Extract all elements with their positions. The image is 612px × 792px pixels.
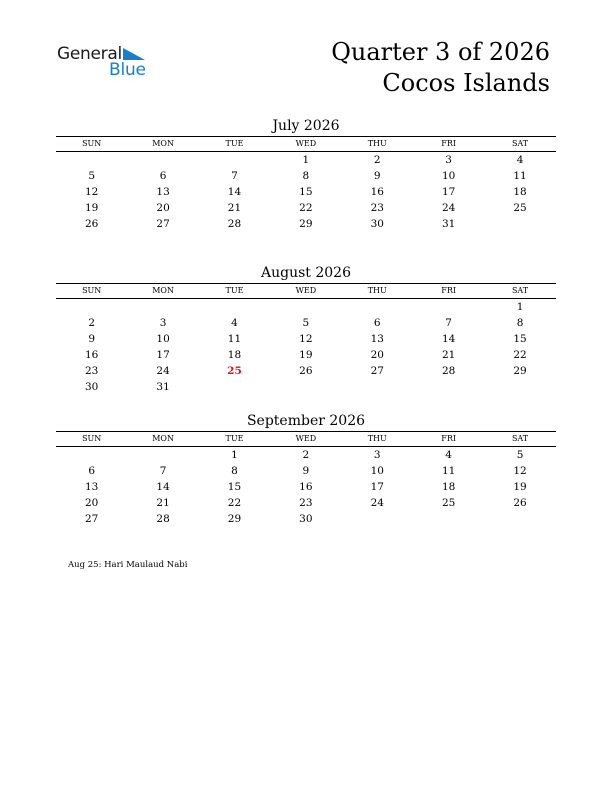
day-cell: 21 [441,349,456,361]
week-row [56,347,556,363]
day-cell: 24 [156,365,170,377]
weekday-label: SUN [82,139,102,148]
week-row [56,331,556,347]
day-cell: 1 [516,301,524,313]
empty-day-cell [413,379,484,395]
holiday-note: Aug 25: Hari Maulaud Nabi [68,560,188,570]
day-cell: 26 [85,218,99,230]
month-july [56,116,556,232]
empty-day-cell [484,216,555,232]
week-row [56,152,556,168]
day-cell: 4 [445,449,452,461]
day-cell: 28 [156,513,170,525]
day-cell: 17 [156,349,170,361]
day-cell: 1 [302,154,310,166]
day-cell: 6 [373,317,381,329]
logo-text-blue: Blue [109,60,146,80]
week-row [56,479,556,495]
day-cell: 3 [373,449,381,461]
weekday-label: TUE [225,139,244,148]
week-row [56,200,556,216]
day-cell: 14 [156,481,170,493]
empty-day-cell [413,511,484,527]
day-cell: 1 [231,449,238,461]
weekday-label: SAT [511,286,529,295]
day-cell: 16 [370,186,384,198]
day-cell: 30 [299,513,313,525]
week-row [56,363,556,379]
weekday-label: MON [152,286,174,295]
day-cell: 12 [513,465,527,477]
weekday-label: WED [295,139,317,148]
day-cell: 4 [231,317,238,329]
weekday-label: SUN [82,286,102,295]
month-september [56,411,556,527]
day-cell: 20 [370,349,384,361]
weekday-label: TUE [225,286,244,295]
weekday-header [56,283,556,299]
day-cell: 2 [302,449,310,461]
empty-day-cell [484,511,555,527]
empty-day-cell [484,379,555,395]
week-row [56,315,556,331]
day-cell: 15 [299,186,313,198]
month-title: September 2026 [246,413,366,429]
day-cell: 8 [516,317,524,329]
day-cell: 28 [441,365,456,377]
day-cell: 22 [227,497,242,509]
day-cell: 9 [88,333,96,345]
day-cell: 28 [227,218,242,230]
day-cell: 5 [88,170,96,182]
weekday-header [56,136,556,152]
day-cell: 25 [513,202,527,214]
logo-text-general: General [57,44,122,64]
weekday-label: MON [152,434,174,443]
day-cell: 18 [227,349,242,361]
day-cell: 20 [85,497,99,509]
day-cell: 22 [299,202,313,214]
day-cell: 24 [370,497,384,509]
day-cell: 7 [159,465,167,477]
day-cell: 10 [370,465,384,477]
day-cell: 6 [159,170,167,182]
empty-day-cell [342,379,413,395]
day-cell: 30 [370,218,384,230]
weekday-label: FRI [441,286,457,295]
day-cell: 15 [513,333,527,345]
day-cell: 10 [441,170,456,182]
day-cell: 2 [88,317,96,329]
empty-day-cell [270,379,341,395]
empty-day-cell [199,299,270,315]
holiday-day-cell: 25 [227,365,242,377]
day-cell: 4 [516,154,524,166]
day-cell: 20 [156,202,170,214]
day-cell: 21 [156,497,170,509]
month-title: August 2026 [261,265,351,281]
empty-day-cell [127,447,198,463]
week-row [56,463,556,479]
day-cell: 10 [156,333,170,345]
weekday-label: THU [367,434,387,443]
weekday-label: SAT [511,139,529,148]
day-cell: 19 [85,202,99,214]
day-cell: 27 [370,365,384,377]
day-cell: 15 [227,481,242,493]
month-title: July 2026 [272,118,340,134]
day-cell: 29 [299,218,313,230]
day-cell: 14 [441,333,456,345]
empty-day-cell [342,511,413,527]
weekday-label: SUN [82,434,102,443]
day-cell: 7 [445,317,452,329]
day-cell: 12 [299,333,313,345]
week-row [56,447,556,463]
day-cell: 11 [513,170,527,182]
day-cell: 16 [85,349,99,361]
day-cell: 17 [370,481,384,493]
week-row [56,379,556,395]
weekday-label: MON [152,139,174,148]
holiday-notes [68,560,187,570]
day-cell: 23 [299,497,313,509]
day-cell: 11 [227,333,242,345]
empty-day-cell [127,299,198,315]
week-row [56,216,556,232]
empty-day-cell [127,152,198,168]
empty-day-cell [199,379,270,395]
day-cell: 17 [441,186,456,198]
weekday-label: WED [295,434,317,443]
week-row [56,299,556,315]
day-cell: 8 [231,465,238,477]
empty-day-cell [413,299,484,315]
country-title: Cocos Islands [382,69,550,97]
day-cell: 8 [302,170,310,182]
week-row [56,511,556,527]
weekday-label: THU [367,139,387,148]
empty-day-cell [56,447,127,463]
weekday-label: SAT [511,434,529,443]
day-cell: 11 [441,465,456,477]
weekday-label: WED [295,286,317,295]
day-cell: 9 [373,170,381,182]
day-cell: 31 [441,218,456,230]
month-august [56,263,556,395]
day-cell: 5 [302,317,310,329]
day-cell: 14 [227,186,242,198]
week-row [56,495,556,511]
weekday-label: FRI [441,434,457,443]
day-cell: 29 [513,365,527,377]
week-row [56,168,556,184]
weekday-label: TUE [225,434,244,443]
quarter-title: Quarter 3 of 2026 [331,38,550,66]
weekday-label: FRI [441,139,457,148]
day-cell: 6 [88,465,96,477]
day-cell: 23 [370,202,384,214]
day-cell: 27 [85,513,99,525]
weekday-header [56,431,556,447]
day-cell: 30 [85,381,99,393]
empty-day-cell [270,299,341,315]
day-cell: 16 [299,481,313,493]
brand-logo [57,44,167,84]
day-cell: 25 [441,497,456,509]
day-cell: 3 [159,317,167,329]
day-cell: 21 [227,202,242,214]
day-cell: 19 [513,481,527,493]
day-cell: 24 [441,202,456,214]
week-row [56,184,556,200]
empty-day-cell [199,152,270,168]
day-cell: 2 [373,154,381,166]
weekday-label: THU [367,286,387,295]
day-cell: 31 [156,381,170,393]
day-cell: 26 [513,497,527,509]
day-cell: 7 [231,170,238,182]
day-cell: 12 [85,186,99,198]
day-cell: 13 [156,186,170,198]
day-cell: 29 [227,513,242,525]
day-cell: 5 [516,449,524,461]
day-cell: 18 [441,481,456,493]
day-cell: 9 [302,465,310,477]
day-cell: 18 [513,186,527,198]
day-cell: 23 [85,365,99,377]
day-cell: 22 [513,349,527,361]
page-title [331,37,550,99]
day-cell: 26 [299,365,313,377]
day-cell: 13 [85,481,99,493]
empty-day-cell [56,299,127,315]
day-cell: 27 [156,218,170,230]
day-cell: 13 [370,333,384,345]
day-cell: 19 [299,349,313,361]
empty-day-cell [342,299,413,315]
day-cell: 3 [445,154,452,166]
empty-day-cell [56,152,127,168]
